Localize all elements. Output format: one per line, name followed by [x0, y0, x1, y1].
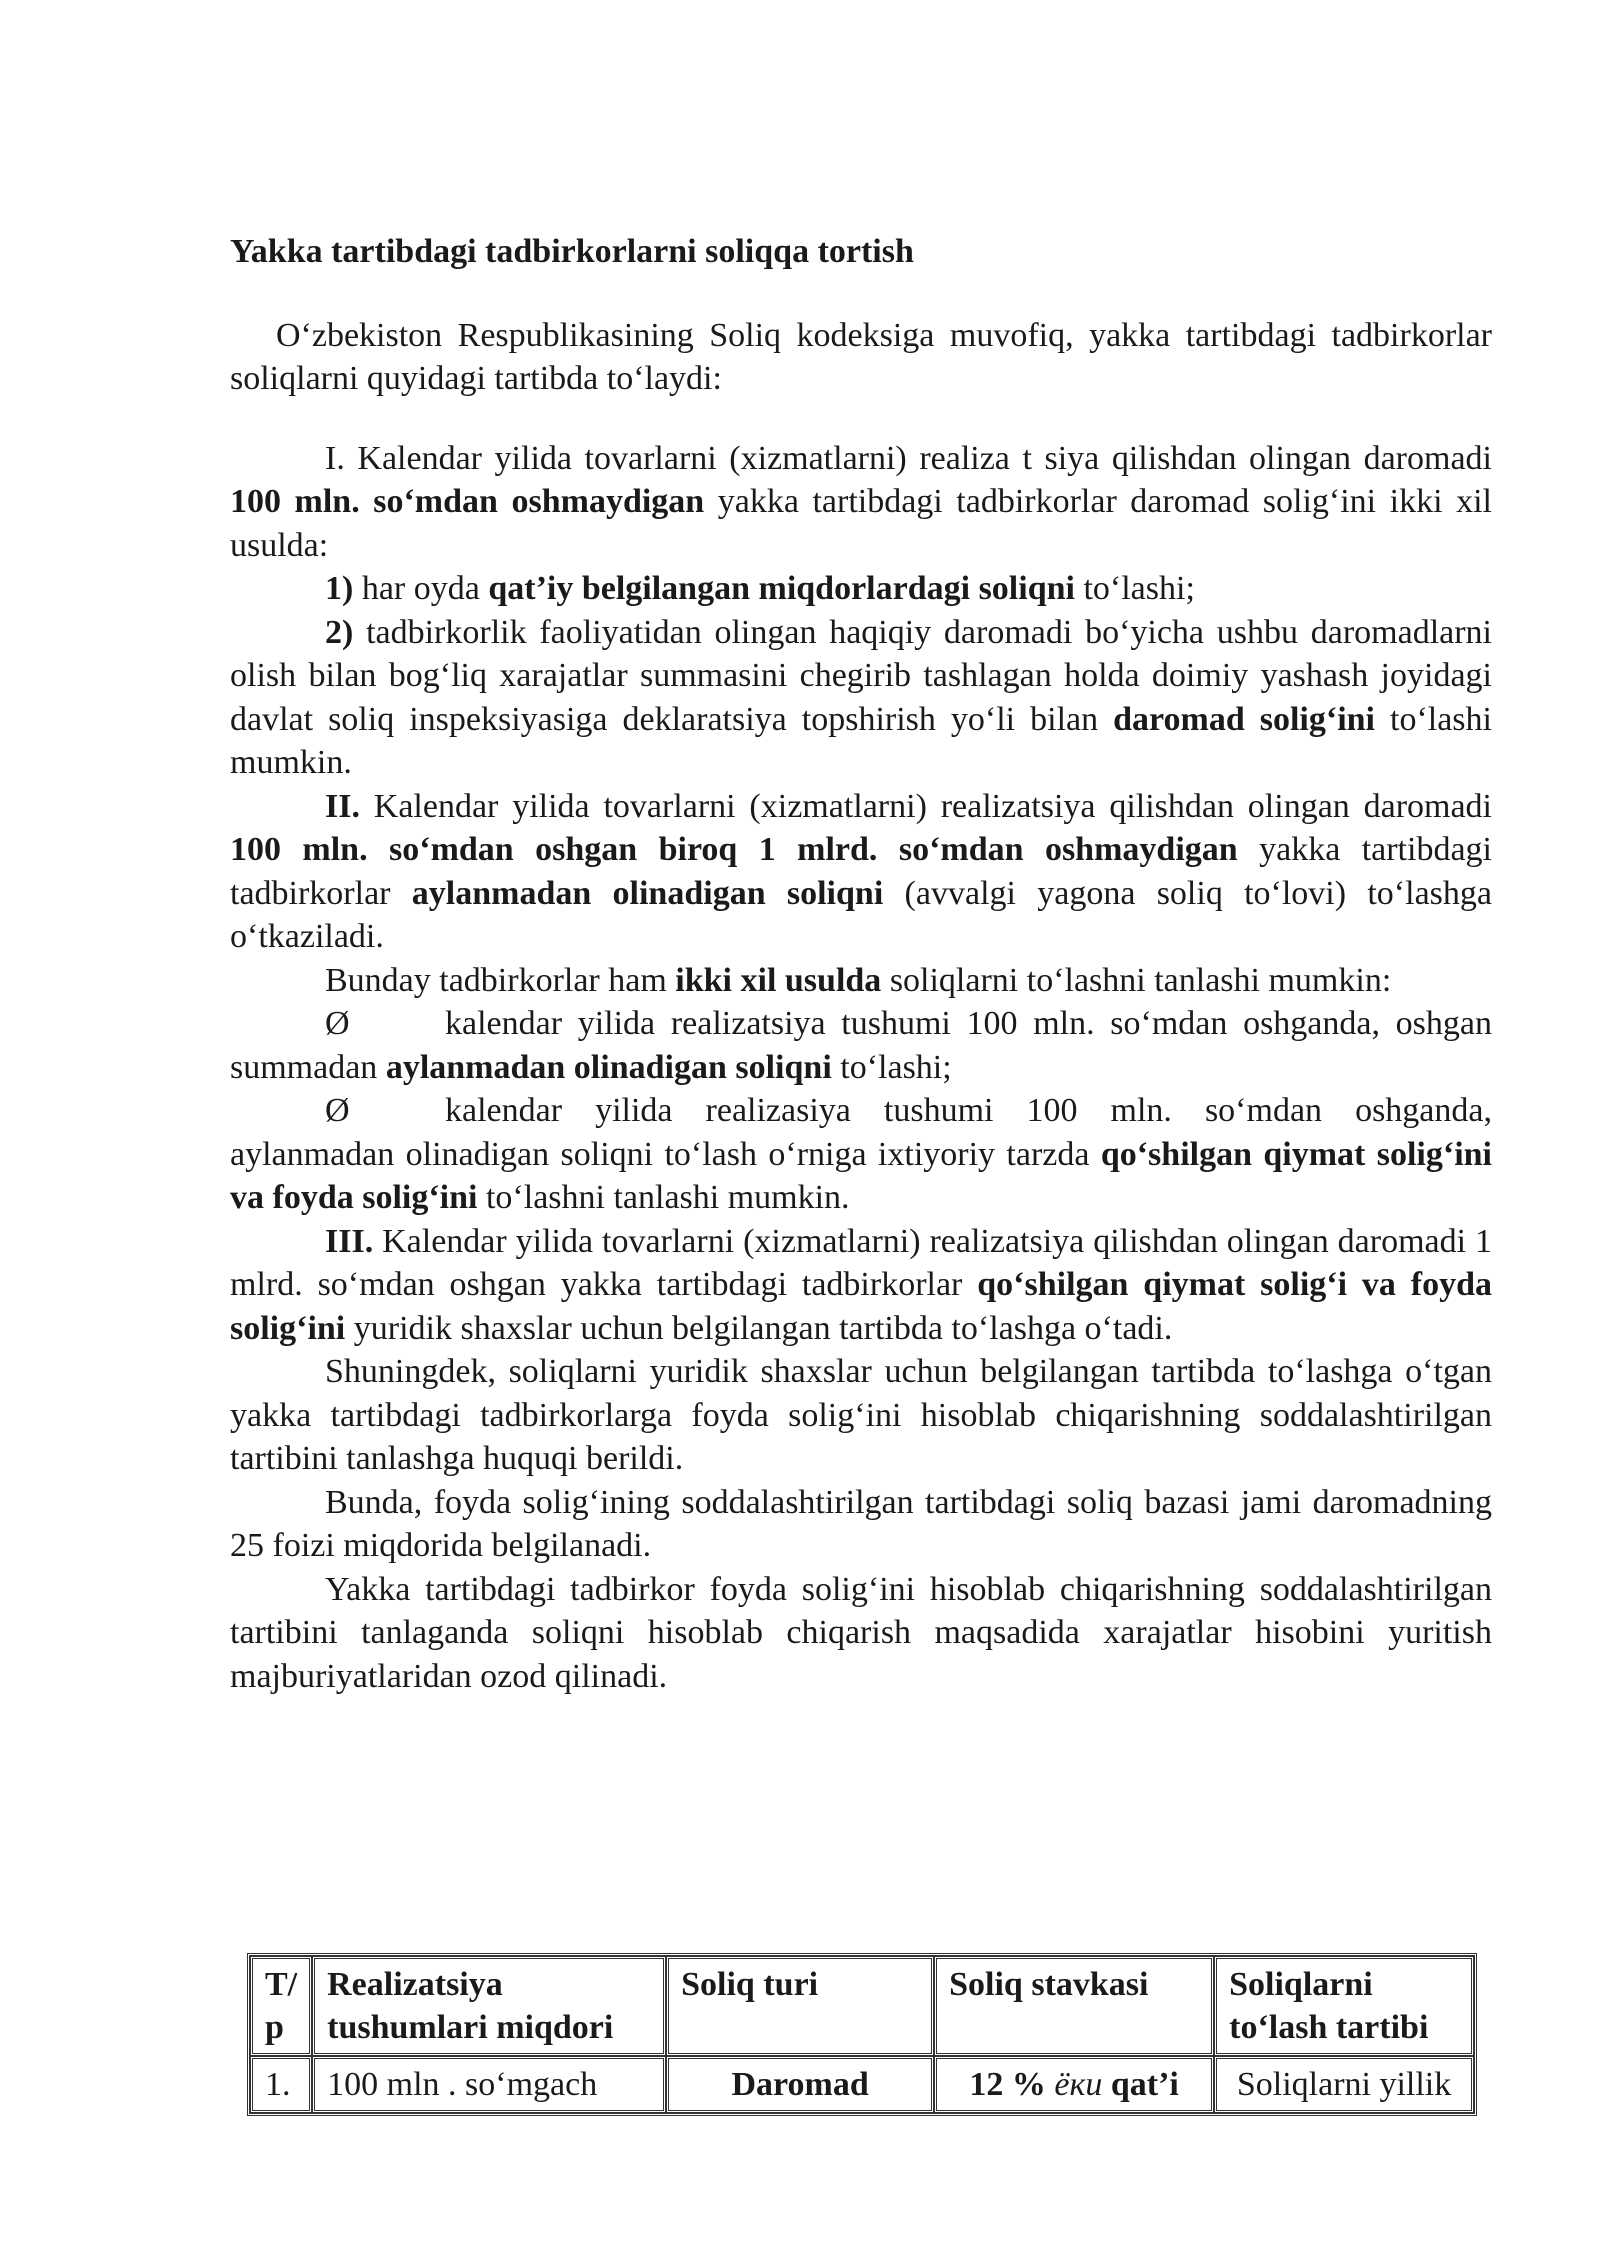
table-header-row — [250, 1956, 1474, 2056]
text-span: yakka tartibdagi tadbirkorlar — [230, 831, 1492, 912]
italic-span: ёки — [1054, 2066, 1103, 2103]
bold-span: qo‘shilgan qiymat solig‘i va foyda solig‘ini — [230, 1266, 1492, 1347]
bullet-item-2 — [230, 1089, 1492, 1220]
bold-span: 12 % — [969, 2066, 1046, 2103]
document-title: Yakka tartibdagi tadbirkorlarni soliqqa tortish — [230, 233, 914, 270]
section-3-paragraph — [230, 1220, 1492, 1351]
bullet-item-1 — [230, 1002, 1492, 1089]
option-number: 2) — [325, 613, 354, 651]
bold-span: daromad solig‘ini — [1113, 700, 1375, 738]
header-tax-rate: Soliq stavkasi — [934, 1956, 1214, 2056]
bold-span: 100 mln. so‘mdan oshgan biroq 1 mlrd. so‘mdan oshmaydigan — [230, 831, 1238, 868]
text-span: kalendar yilida realizasiya tushumi 100 mln. so‘mdan oshganda, aylanmadan olinadigan soliqni to‘lash o‘rniga ixtiyoriy tarzda — [230, 1092, 1492, 1173]
section-1-paragraph — [230, 437, 1492, 568]
bold-span: Daromad — [731, 2066, 869, 2103]
option-2-paragraph — [230, 611, 1492, 785]
cell-num: 1. — [250, 2056, 312, 2113]
header-payment-order: Soliqlarni to‘lash tartibi — [1214, 1956, 1474, 2056]
section-number: II. — [325, 787, 360, 825]
intro-paragraph: O‘zbekiston Respublikasining Soliq kodeksiga muvofiq, yakka tartibdagi tadbirkorlar soliqlarni quyidagi tartibda to‘laydi: — [230, 316, 1492, 397]
section-number: III. — [325, 1222, 374, 1260]
text-span: to‘lashi; — [1074, 570, 1195, 607]
cell-tax-rate — [934, 2056, 1214, 2113]
text-span: I. Kalendar yilida tovarlarni (xizmatlarni) realiza t siya qilishdan olingan daromadi — [325, 439, 1492, 477]
document-body — [230, 230, 1492, 1698]
cell-payment-order: Soliqlarni yillik — [1214, 2056, 1474, 2113]
header-tax-type: Soliq turi — [666, 1956, 934, 2056]
bold-span: aylanmadan olinadigan soliqni — [385, 1048, 832, 1086]
bold-span: qat’i — [1110, 2066, 1179, 2103]
tax-base-paragraph: Bunda, foyda solig‘ining soddalashtirilgan tartibdagi soliq bazasi jami daromadning 25 foizi miqdorida belgilanadi. — [230, 1483, 1492, 1564]
text-span: to‘lashni tanlashi mumkin. — [477, 1179, 850, 1216]
text-span: Kalendar yilida tovarlarni (xizmatlarni) realizatsiya qilishdan olingan daromadi — [359, 787, 1492, 825]
text-span: to‘lashi; — [831, 1048, 952, 1086]
exemption-paragraph: Yakka tartibdagi tadbirkor foyda solig‘ini hisoblab chiqarishning soddalashtirilgan tartibini tanlaganda soliqni hisoblab chiqarish maqsadida xarajatlar hisobini yuritish majburiyatlaridan ozod qilinadi. — [230, 1570, 1492, 1695]
text-span: yuridik shaxslar uchun belgilangan tartibda to‘lashga o‘tadi. — [345, 1309, 1173, 1347]
option-1-paragraph — [230, 567, 1492, 611]
cell-amount: 100 mln . so‘mgach — [312, 2056, 666, 2113]
bold-span: 100 mln. so‘mdan oshmaydigan — [230, 483, 705, 520]
bold-span: qat’iy belgilangan miqdorlardagi soliqni — [488, 570, 1075, 607]
cell-tax-type — [666, 2056, 934, 2113]
text-span: to‘lashi mumkin. — [230, 700, 1492, 781]
bold-span: qo‘shilgan qiymat solig‘ini va foyda solig‘ini — [230, 1135, 1492, 1216]
bullet-icon: Ø — [325, 1092, 350, 1129]
text-span: Kalendar yilida tovarlarni (xizmatlarni) realizatsiya qilishdan olingan daromadi 1 mlrd. so‘mdan oshgan yakka tartibdagi tadbirkorlar — [230, 1222, 1492, 1303]
text-span: yakka tartibdagi tadbirkorlar daromad solig‘ini ikki xil usulda: — [230, 483, 1492, 564]
table-row — [250, 2056, 1474, 2113]
text-span: (avvalgi yagona soliq to‘lovi) to‘lashga o‘tkaziladi. — [230, 874, 1492, 955]
text-span: kalendar yilida realizatsiya tushumi 100 mln. so‘mdan oshganda, oshgan summadan — [230, 1005, 1492, 1086]
bullet-icon: Ø — [325, 1005, 350, 1042]
text-span: Bunday tadbirkorlar ham — [325, 961, 676, 999]
section-2-methods-paragraph — [230, 959, 1492, 1003]
text-span: tadbirkorlik faoliyatidan olingan haqiqiy daromadi bo‘yicha ushbu daromadlarni olish bilan bog‘liq xarajatlar summasini chegirib tashlagan holda doimiy yashash joyidagi davlat soliq inspeksiyasiga deklaratsiya topshirish yo‘li bilan — [230, 613, 1492, 738]
simplified-order-paragraph: Shuningdek, soliqlarni yuridik shaxslar uchun belgilangan tartibda to‘lashga o‘tgan yakka tartibdagi tadbirkorlarga foyda solig‘ini hisoblab chiqarishning soddalashtirilgan tartibini tanlashga huquqi berildi. — [230, 1353, 1492, 1477]
header-num: T/ p — [250, 1956, 312, 2056]
bold-span: ikki xil usulda — [675, 961, 882, 999]
section-2-paragraph — [230, 785, 1492, 959]
tax-rates-table — [247, 1953, 1477, 2116]
header-amount: Realizatsiya tushumlari miqdori — [312, 1956, 666, 2056]
bold-span: aylanmadan olinadigan soliqni — [411, 874, 884, 912]
option-number: 1) — [325, 570, 354, 607]
text-span: soliqlarni to‘lashni tanlashi mumkin: — [881, 961, 1392, 999]
text-span: har oyda — [353, 570, 489, 607]
